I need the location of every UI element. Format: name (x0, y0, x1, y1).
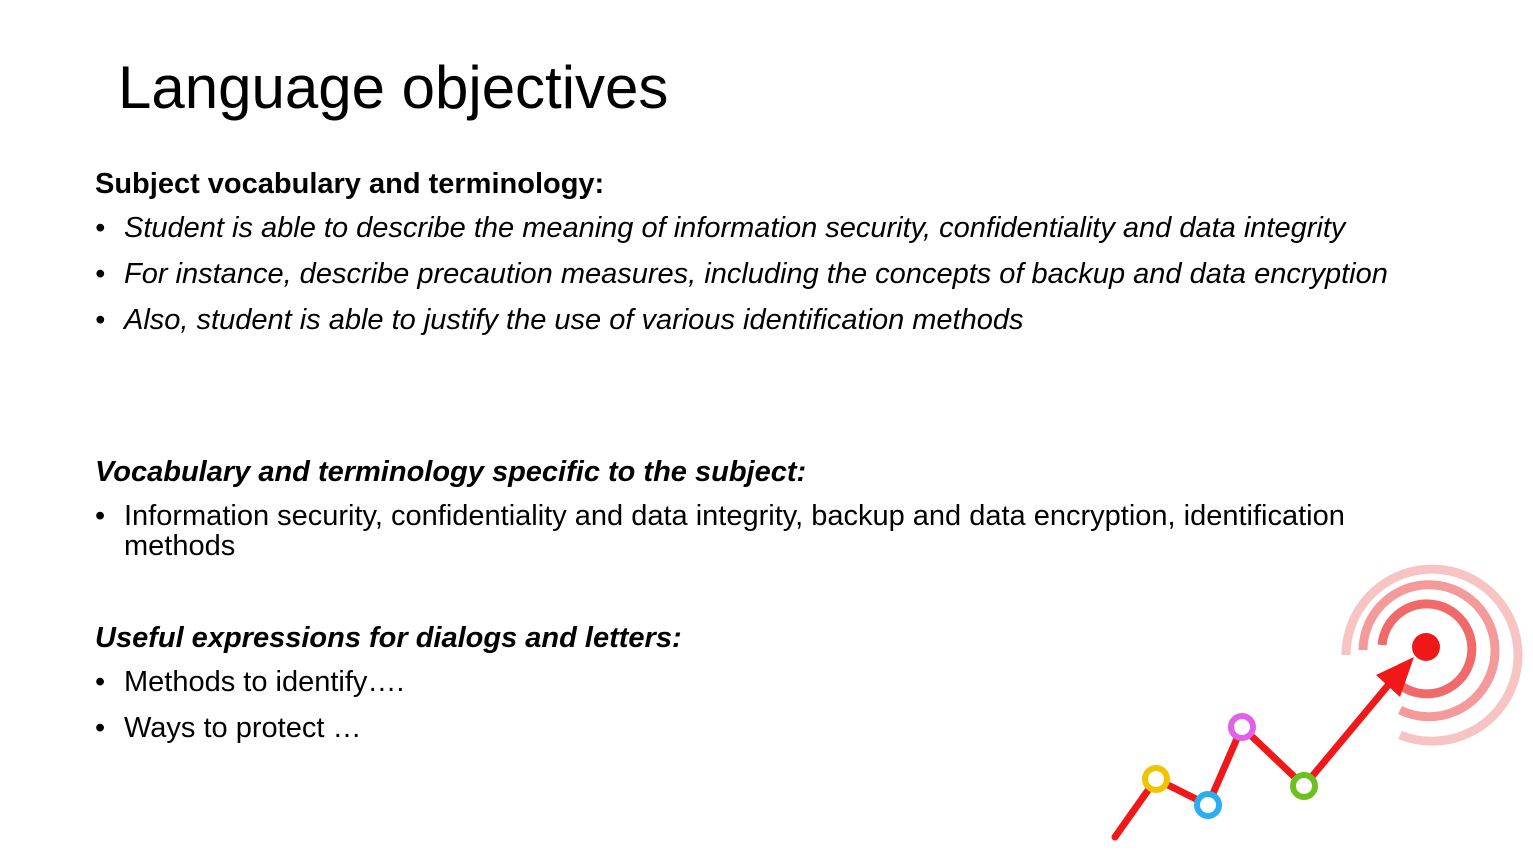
list-item: • Also, student is able to justify the use of various identification methods (95, 305, 1395, 335)
list-item: • Ways to protect … (95, 713, 1395, 743)
bullet-list (95, 213, 1395, 335)
section-heading: Vocabulary and terminology specific to the subject: (95, 456, 807, 488)
green-dot (1293, 775, 1315, 797)
list-item: • Student is able to describe the meaning of information security, confidentiality and data integrity (95, 213, 1395, 243)
pink-dot (1231, 716, 1253, 738)
growth-line (1115, 657, 1414, 837)
section-heading: Subject vocabulary and terminology: (95, 168, 605, 200)
target-growth-icon (1100, 545, 1533, 864)
target-rings (1346, 569, 1518, 741)
section-subject-vocabulary (95, 167, 1395, 351)
list-item: • Information security, confidentiality and data integrity, backup and data encryption, identification methods (95, 501, 1395, 561)
list-item: • Methods to identify…. (95, 667, 1395, 697)
list-item: • For instance, describe precaution measures, including the concepts of backup and data encryption (95, 259, 1395, 289)
blue-dot (1197, 794, 1219, 816)
section-heading: Useful expressions for dialogs and letters: (95, 622, 682, 654)
slide-title: Language objectives (118, 54, 669, 121)
yellow-dot (1145, 768, 1167, 790)
